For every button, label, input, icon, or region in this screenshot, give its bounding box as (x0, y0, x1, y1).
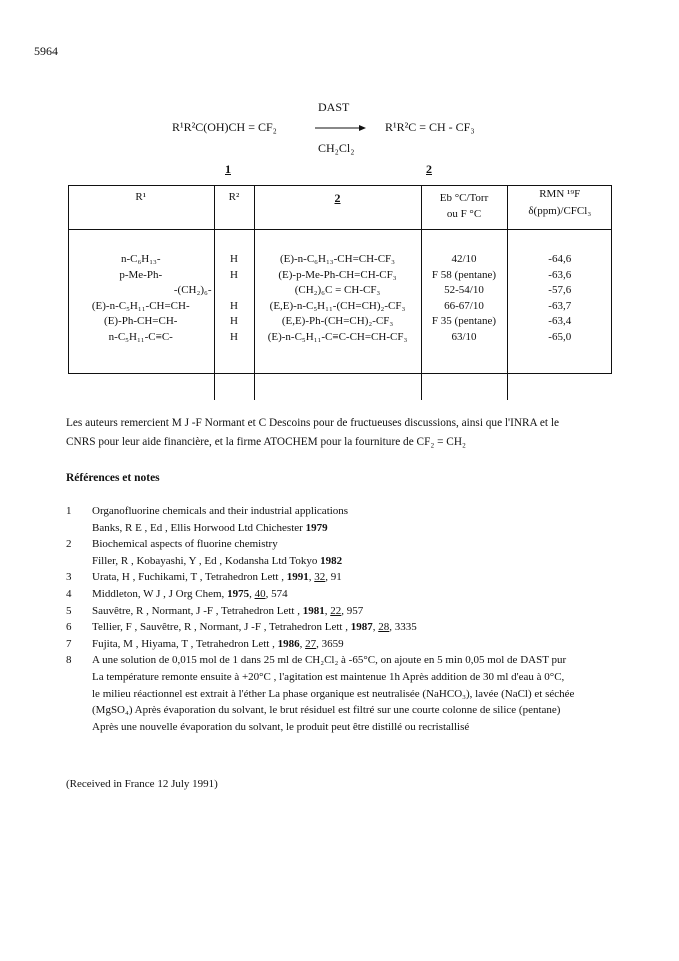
table-cell: -(CH₂)₆- (173, 284, 212, 296)
header-eb-line2: ou F °C (446, 208, 482, 220)
note-line: (MgSO₄) Après évaporation du solvant, le brut résiduel est filtré sur une courte colonne de silice (pentane) (92, 704, 561, 717)
reference-text: Urata, H , Fuchikami, T , Tetrahedron Lett , 1991, 32, 91 (92, 571, 342, 584)
reference-number: 3 (66, 571, 72, 584)
list-item (40, 619, 630, 636)
note-line: A une solution de 0,015 mol de 1 dans 25 ml de CH₂Cl₂ à -65°C, on ajoute en 5 min 0,05 mol de DAST pur (92, 654, 567, 667)
table-cell: (E)-n-C₅H₁₁-C≡C-CH=CH-CF₃ (267, 330, 408, 343)
table-cell: (E)-n-C₆H₁₃-CH=CH-CF₃ (279, 253, 396, 265)
table-cell (215, 283, 254, 299)
list-item (40, 503, 630, 536)
reference-source: Filler, R , Kobayashi, Y , Ed , Kodansha Ltd Tokyo 1982 (92, 554, 343, 567)
table-cell: (E,E)-Ph-(CH=CH)₂-CF₃ (281, 315, 394, 327)
page-number: 5964 (34, 44, 58, 58)
header-eb (421, 185, 507, 230)
table-cell: 63/10 (451, 330, 477, 343)
acknowledgement (66, 414, 622, 452)
list-item (40, 652, 630, 735)
column-rmn (507, 230, 612, 401)
reference-list (40, 503, 630, 735)
table-cell: (E,E)-n-C₅H₁₁-(CH=CH)₂-CF₃ (269, 299, 406, 312)
column-r2 (214, 230, 254, 401)
header-rmn-line1: RMN ¹⁹F (539, 188, 581, 200)
received-date: (Received in France 12 July 1991) (66, 778, 218, 790)
reference-text: Sauvêtre, R , Normant, J -F , Tetrahedron Lett , 1981, 22, 957 (92, 604, 364, 617)
column-r1 (68, 230, 214, 401)
reactant-formula: R¹R²C(OH)CH = CF₂ (172, 120, 277, 134)
reference-number: 8 (66, 654, 72, 667)
reference-number: 2 (66, 538, 72, 551)
table-cell: 42/10 (451, 253, 477, 265)
header-r2: R² (214, 185, 254, 230)
header-r1: R¹ (68, 185, 214, 230)
reference-number: 1 (66, 505, 72, 517)
table-cell: 52-54/10 (444, 284, 484, 296)
table-cell: n-C₅H₁₁-C≡C- (108, 330, 173, 343)
note-line: le milieu réactionnel est extrait à l'éther La phase organique est neutralisée (NaHCO₃), lavée (NaCl) et séchée (92, 687, 575, 700)
list-item (40, 603, 630, 620)
list-item (40, 586, 630, 603)
table-cell: H (230, 253, 238, 265)
reference-number: 5 (66, 604, 72, 617)
acknowledgement-line: Les auteurs remercient M J -F Normant et C Descoins pour de fructueuses discussions, ainsi que l'INRA et le (66, 417, 560, 429)
table-cell: (E)-p-Me-Ph-CH=CH-CF₃ (278, 268, 397, 281)
table-cell: (E)-Ph-CH=CH- (104, 315, 178, 327)
header-product (254, 185, 421, 230)
compound-table (68, 185, 612, 400)
reference-source: Banks, R E , Ed , Ellis Horwood Ltd Chichester 1979 (92, 521, 328, 534)
reactant-number: 1 (225, 162, 231, 176)
table-cell: H (230, 268, 238, 281)
header-eb-line1: Eb °C/Torr (439, 192, 489, 204)
table-cell: (E)-n-C₅H₁₁-CH=CH- (91, 299, 190, 312)
table-cell: -63,7 (548, 299, 572, 312)
table-cell: H (230, 315, 238, 327)
table-cell: H (230, 299, 238, 312)
table-cell: F 58 (pentane) (431, 268, 497, 281)
reference-text: Middleton, W J , J Org Chem, 1975, 40, 574 (92, 587, 288, 600)
reference-text: Fujita, M , Hiyama, T , Tetrahedron Lett , 1986, 27, 3659 (92, 637, 344, 650)
note-line: Après une nouvelle évaporation du solvant, le produit peut être distillé ou recristallisé (92, 720, 470, 733)
header-product-number: 2 (334, 191, 341, 205)
list-item (40, 536, 630, 569)
table-cell: H (230, 330, 238, 343)
column-eb (421, 230, 507, 401)
table-cell: F 35 (pentane) (431, 315, 497, 327)
reference-number: 4 (66, 587, 72, 600)
reference-number: 6 (66, 621, 72, 634)
table-cell: 66-67/10 (444, 299, 484, 312)
references-title: Références et notes (66, 472, 160, 484)
table-cell: (CH₂)₆C = CH-CF₃ (294, 284, 381, 296)
reagent-label: DAST (318, 100, 350, 114)
list-item (40, 569, 630, 586)
list-item (40, 636, 630, 653)
acknowledgement-line: CNRS pour leur aide financière, et la firme ATOCHEM pour la fourniture de CF₂ = CH₂ (66, 436, 466, 448)
header-rmn-line2: δ(ppm)/CFCl₃ (528, 205, 592, 217)
header-rmn (507, 185, 612, 230)
table-cell: -63,4 (548, 315, 572, 327)
table-cell: n-C₆H₁₃- (120, 253, 161, 265)
reference-number: 7 (66, 637, 72, 650)
solvent-label: CH₂Cl₂ (318, 141, 355, 155)
reference-text: Organofluorine chemicals and their industrial applications (92, 505, 349, 517)
product-number: 2 (426, 162, 432, 176)
table-cell: -63,6 (548, 268, 572, 281)
table-cell: -65,0 (548, 330, 572, 343)
table-cell: -64,6 (548, 253, 572, 265)
reference-text: Tellier, F , Sauvêtre, R , Normant, J -F , Tetrahedron Lett , 1987, 28, 3335 (92, 621, 417, 634)
table-cell: -57,6 (548, 284, 572, 296)
table-cell: p-Me-Ph- (119, 268, 163, 281)
reaction-arrow-icon (315, 124, 367, 132)
note-line: La température remonte ensuite à +20°C , l'agitation est maintenue 1h Après addition de 30 ml d'eau à 0°C, (92, 670, 565, 683)
column-product (254, 230, 421, 401)
product-formula: R¹R²C = CH - CF₃ (385, 120, 475, 134)
reference-text: Biochemical aspects of fluorine chemistry (92, 538, 278, 551)
